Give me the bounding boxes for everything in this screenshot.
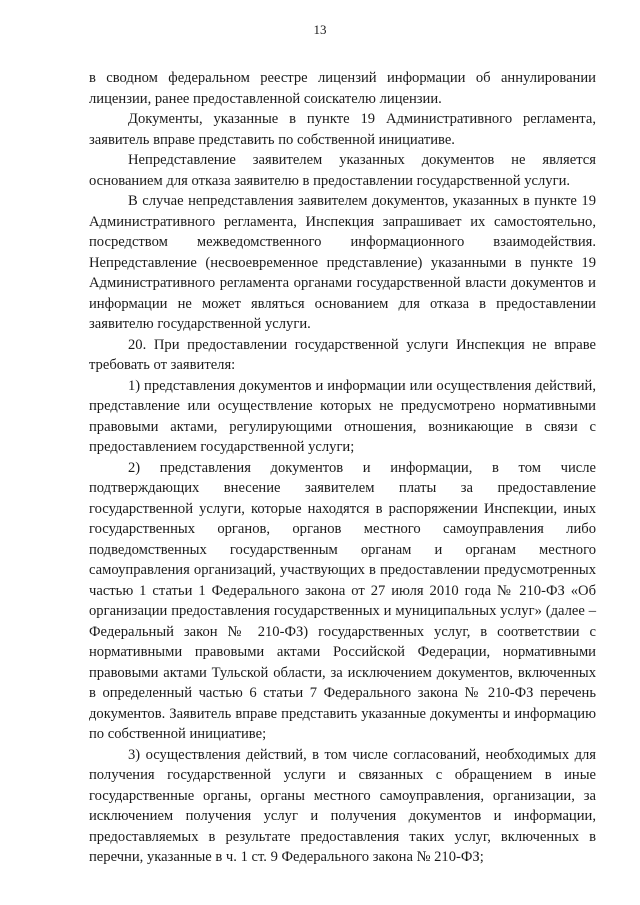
paragraph: 1) представления документов и информации или осуществления действий, представление или осуществление которых не предусмотрено нормативными правовыми актами, регулирующими отношения, возникающие в связи с предоставлением государственной услуги; (89, 377, 596, 455)
paragraph: 20. При предоставлении государственной услуги Инспекция не вправе требовать от заявителя: (89, 336, 596, 373)
paragraph: 3) осуществления действий, в том числе согласований, необходимых для получения государственной услуги и связанных с обращением в иные государственные органы, органы местного самоуправления, организации, за исключением получения услуг и получения документов и информации, предоставляемых в результате предоставления таких услуг, включенных в перечни, указанные в ч. 1 ст. 9 Федерального закона № 210-ФЗ; (89, 746, 596, 865)
paragraph: В случае непредставления заявителем документов, указанных в пункте 19 Административного регламента, Инспекция запрашивает их самостоятельно, посредством межведомственного информационного взаимодействия. Непредставление (несвоевременное представление) указанными в пункте 19 Административного регламента органами государственной власти документов и информации не может являться основанием для отказа в предоставлении заявителю государственной услуги. (89, 193, 596, 332)
paragraph: 2) представления документов и информации, в том числе подтверждающих внесение заявителем платы за предоставление государственной услуги, которые находятся в распоряжении Инспекции, иных государственных органов, органов местного самоуправления либо подведомственных государственным органам и органам местного самоуправления организаций, участвующих в предоставлении предусмотренных частью 1 статьи 1 Федерального закона от 27 июля 2010 года № 210-ФЗ «Об организации предоставления государственных и муниципальных услуг» (далее – Федеральный закон № 210-ФЗ) государственных услуг, в соответствии с нормативными правовыми актами Российской Федерации, нормативными правовыми актами Тульской области, за исключением документов, включенных в определенный частью 6 статьи 7 Федерального закона № 210-ФЗ перечень документов. Заявитель вправе представить указанные документы и информацию по собственной инициативе; (89, 459, 596, 742)
document-body (89, 68, 596, 868)
paragraph: в сводном федеральном реестре лицензий информации об аннулировании лицензии, ранее предоставленной соискателю лицензии. (89, 70, 596, 107)
paragraph: Непредставление заявителем указанных документов не является основанием для отказа заявителю в предоставлении государственной услуги. (89, 152, 596, 189)
paragraph: Документы, указанные в пункте 19 Административного регламента, заявитель вправе представить по собственной инициативе. (89, 111, 596, 148)
page-number: 13 (313, 22, 327, 37)
